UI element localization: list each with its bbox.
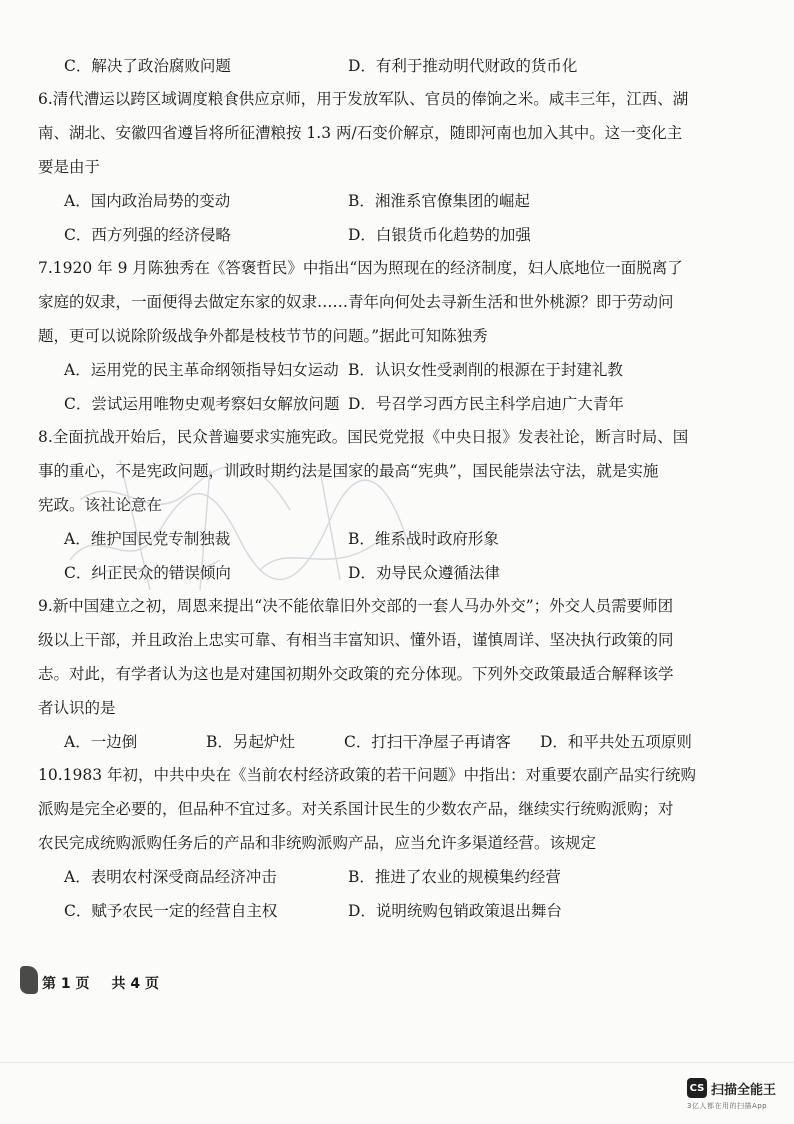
q8-line-2: 事的重心，不是宪政问题，训政时期约法是国家的最高“宪典”，国民能崇法守法，就是实施 [38,462,659,480]
q10-line-2: 派购是完全必要的，但品种不宜过多。对关系国计民生的少数农产品，继续实行统购派购；对 [38,800,674,818]
q9-number: 9. [38,597,53,615]
scanner-watermark [687,1078,776,1111]
q6-line-3: 要是由于 [38,158,101,176]
scan-edge [0,1062,794,1063]
q6-line-2: 南、湖北、安徽四省遵旨将所征漕粮按 1.3 两/石变价解京，随即河南也加入其中。这一变化主 [38,124,683,142]
q7-line-3: 题，更可以说除阶级战争外都是枝枝节节的问题。”据此可知陈独秀 [38,327,488,345]
q6-options [38,191,763,245]
page-total: 共 4 页 [111,976,159,992]
q6-option-d: D．白银货币化趋势的加强 [348,226,531,244]
q8-option-a: A．维护国民党专制独裁 [64,530,231,548]
q10-option-b: B．推进了农业的规模集约经营 [348,868,561,886]
q9-line-4: 者认识的是 [38,699,116,717]
q10-option-a: A．表明农村深受商品经济冲击 [64,868,277,886]
q6-number: 6. [38,90,53,108]
q8-option-d: D．劝导民众遵循法律 [348,564,500,582]
question-9 [38,596,763,752]
q7-option-d: D．号召学习西方民主科学启迪广大青年 [348,395,624,413]
page-footer [42,973,159,993]
q7-option-a: A．运用党的民主革命纲领指导妇女运动 [64,361,339,379]
q7-line-2: 家庭的奴隶，一面便得去做定东家的奴隶……青年向何处去寻新生活和世外桃源？即于劳动问 [38,293,674,311]
q9-line-3: 志。对此，有学者认为这也是对建国初期外交政策的充分体现。下列外交政策最适合解释该学 [38,665,674,683]
q10-option-d: D．说明统购包销政策退出舞台 [348,902,562,920]
q9-option-b: B．另起炉灶 [206,733,295,751]
q10-line-3: 农民完成统购派购任务后的产品和非统购派购产品，应当允许多渠道经营。该规定 [38,834,597,852]
q8-option-b: B．维系战时政府形象 [348,530,499,548]
q7-option-b: B．认识女性受剥削的根源在于封建礼教 [348,361,623,379]
q9-line-2: 级以上干部，并且政治上忠实可靠、有相当丰富知识、懂外语，谨慎周详、坚决执行政策的同 [38,631,674,649]
camscanner-logo-icon: CS [687,1078,707,1098]
question-10 [38,765,763,921]
watermark-scribble [60,440,420,600]
q5-options [38,56,763,76]
q8-line-1: 8.全面抗战开始后，民众普遍要求实施宪政。国民党党报《中央日报》发表社论，断言时局、国 [38,428,689,446]
q7-line-1: 7.1920 年 9 月陈独秀在《答褒哲民》中指出“因为照现在的经济制度，妇人底地位一面脱离了 [38,259,683,277]
q6-option-a: A．国内政治局势的变动 [64,192,231,210]
q10-line-1: 10.1983 年初，中共中央在《当前农村经济政策的若干问题》中指出：对重要农副产品实行统购 [38,766,697,784]
q8-number: 8. [38,428,53,446]
q7-option-c: C．尝试运用唯物史观考察妇女解放问题 [64,395,340,413]
scanner-tagline: 3亿人都在用的扫描App [686,1102,768,1110]
q6-option-c: C．西方列强的经济侵略 [64,226,231,244]
q10-options [38,867,763,921]
q9-option-a: A．一边倒 [64,733,138,751]
q8-line-3: 宪政。该社论意在 [38,496,163,514]
question-7 [38,258,763,414]
q9-option-c: C．打扫干净屋子再请客 [344,733,511,751]
q10-option-c: C．赋予农民一定的经营自主权 [64,902,278,920]
q6-option-b: B．湘淮系官僚集团的崛起 [348,192,530,210]
q9-options [38,732,763,752]
q5-option-d: D．有利于推动明代财政的货币化 [348,57,578,75]
q7-number: 7. [38,259,53,277]
q5-option-c: C．解决了政治腐败问题 [64,57,231,75]
q7-options [38,360,763,414]
question-6 [38,89,763,245]
binding-mark [20,966,38,994]
q9-line-1: 9.新中国建立之初，周恩来提出“决不能依靠旧外交部的一套人马办外交”；外交人员需要师团 [38,597,674,615]
q8-option-c: C．纠正民众的错误倾向 [64,564,231,582]
page-number: 第 1 页 [42,976,90,992]
q9-option-d: D．和平共处五项原则 [540,733,692,751]
q6-line-1: 6.清代漕运以跨区域调度粮食供应京师，用于发放军队、官员的俸饷之米。咸丰三年，江西、湖 [38,90,689,108]
scanner-app-name: 扫描全能王 [710,1082,776,1098]
q10-number: 10. [38,766,63,784]
